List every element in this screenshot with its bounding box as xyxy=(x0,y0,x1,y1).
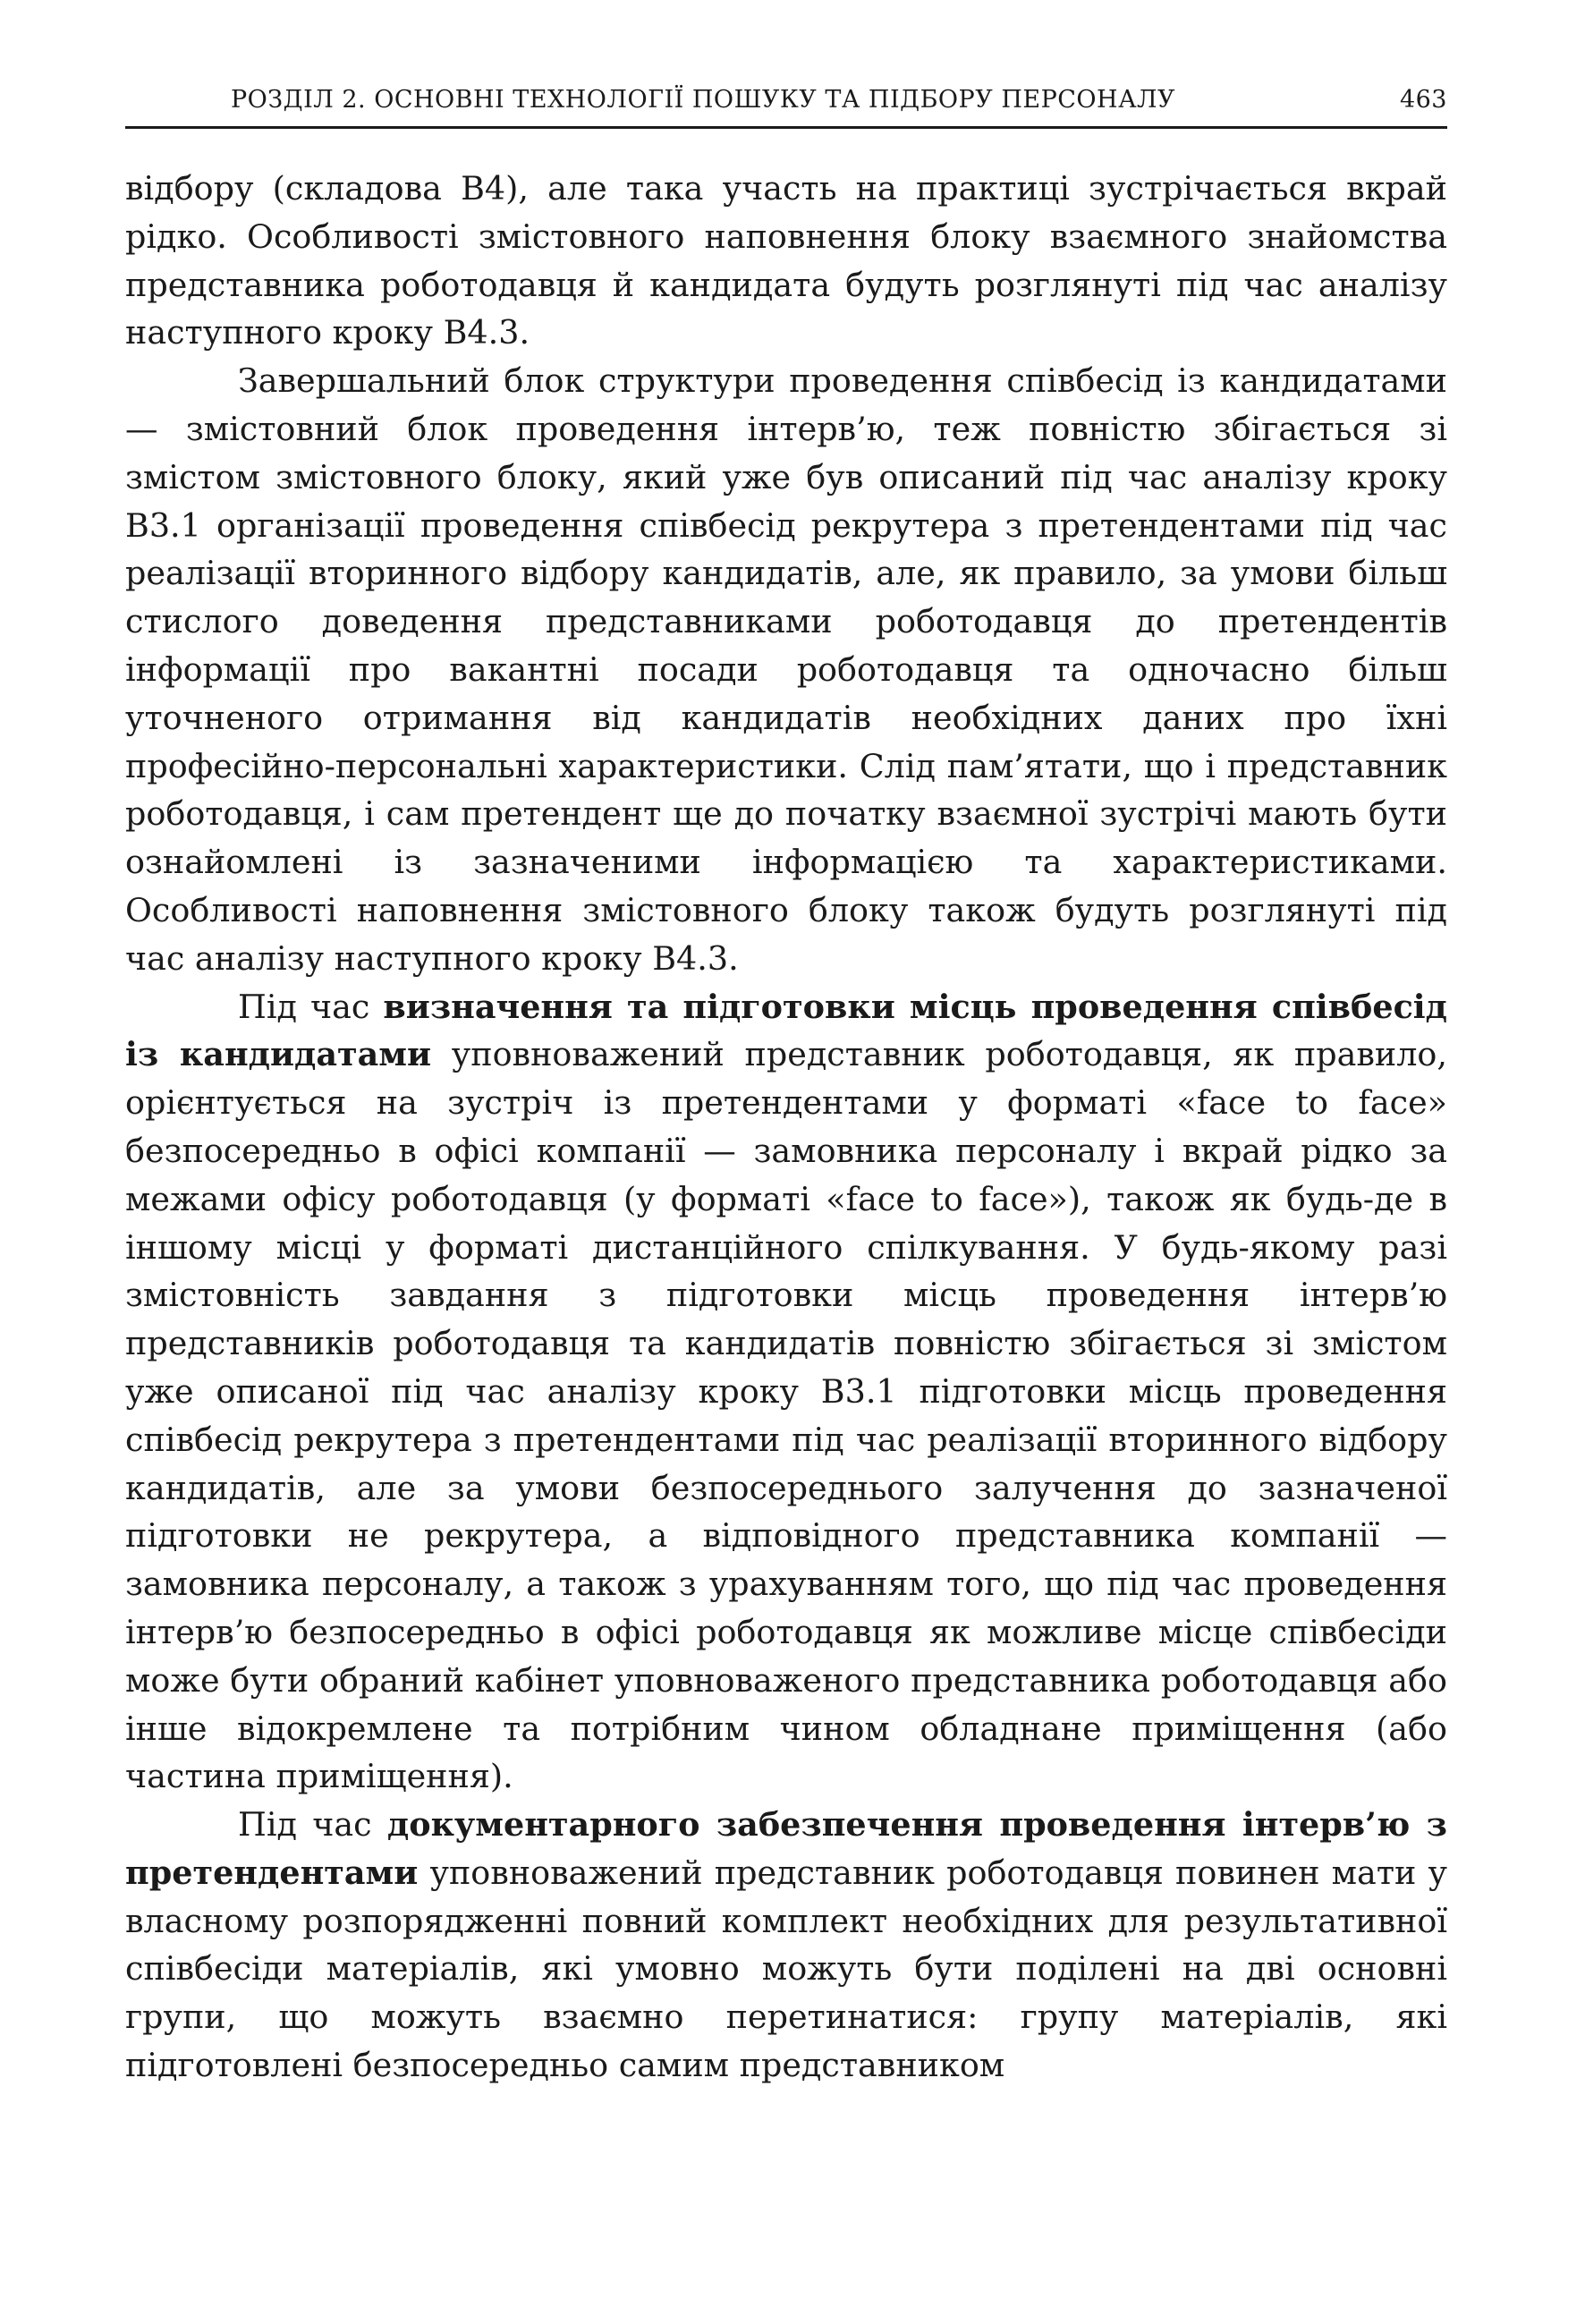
paragraph-2: Завершальний блок структури проведення співбесід із кандидатами — змістовний блок проведення інтерв’ю, теж повністю збігається зі змістом змістовного блоку, який уже був описаний під час аналізу кроку В3.1 організації проведення співбесід рекрутера з претендентами під час реалізації вторинного відбору кандидатів, але, як правило, за умови більш стислого доведення представниками роботодавця до претендентів інформації про вакантні посади роботодавця та одночасно більш уточненого отримання від кандидатів необхідних даних про їхні професійно-персональні характеристики. Слід пам’ятати, що і представник роботодавця, і сам претендент ще до початку взаємної зустрічі мають бути ознайомлені із зазначеними інформацією та характеристиками. Особливості наповнення змістовного блоку також будуть розглянуті під час аналізу наступного кроку В4.3. xyxy=(125,361,1447,978)
page-number: 463 xyxy=(1399,86,1447,114)
running-header xyxy=(125,86,1447,129)
body-text xyxy=(125,165,1447,2090)
paragraph-3-emphasis: визначення та підготовки місць проведення співбесід із кандидатами xyxy=(125,987,1447,1074)
paragraph-4-text: уповноважений представник роботодавця повинен мати у власному розпорядженні повний комплект необхідних для результативної співбесіди матеріалів, які умовно можуть бути поділені на дві основні групи, що можуть взаємно перетинатися: групу матеріалів, які підготовлені безпосередньо самим представником xyxy=(125,1853,1447,2085)
running-title: РОЗДІЛ 2. ОСНОВНІ ТЕХНОЛОГІЇ ПОШУКУ ТА ПІДБОРУ ПЕРСОНАЛУ xyxy=(231,86,1176,114)
paragraph-4-emphasis: документарного забезпечення проведення інтерв’ю з претендентами xyxy=(125,1805,1447,1892)
paragraph-3 xyxy=(125,983,1447,1802)
book-page xyxy=(125,86,1447,2090)
paragraph-4-lead: Під час xyxy=(238,1805,387,1845)
paragraph-4 xyxy=(125,1801,1447,2090)
paragraph-3-lead: Під час xyxy=(238,987,384,1026)
paragraph-1: відбору (складова В4), але така участь на практиці зустрічається вкрай рідко. Особливості змістовного наповнення блоку взаємного знайомства представника роботодавця й кандидата будуть розглянуті під час аналізу наступного кроку В4.3. xyxy=(125,169,1447,352)
paragraph-3-text: уповноважений представник роботодавця, як правило, орієнтується на зустріч із претендентами у форматі «face to face» безпосередньо в офісі компанії — замовника персоналу і вкрай рідко за межами офісу роботодавця (у форматі «face to face»), також як будь-де в іншому місці у форматі дистанційного спілкування. У будь-якому разі змістовність завдання з підготовки місць проведення інтерв’ю представників роботодавця та кандидатів повністю збігається зі змістом уже описаної під час аналізу кроку В3.1 підготовки місць проведення співбесід рекрутера з претендентами під час реалізації вторинного відбору кандидатів, але за умови безпосереднього залучення до зазначеної підготовки не рекрутера, а відповідного представника компанії — замовника персоналу, а також з урахуванням того, що під час проведення інтерв’ю безпосередньо в офісі роботодавця як можливе місце співбесіди може бути обраний кабінет уповноваженого представника роботодавця або інше відокремлене та потрібним чином обладнане приміщення (або частина приміщення). xyxy=(125,1035,1447,1796)
